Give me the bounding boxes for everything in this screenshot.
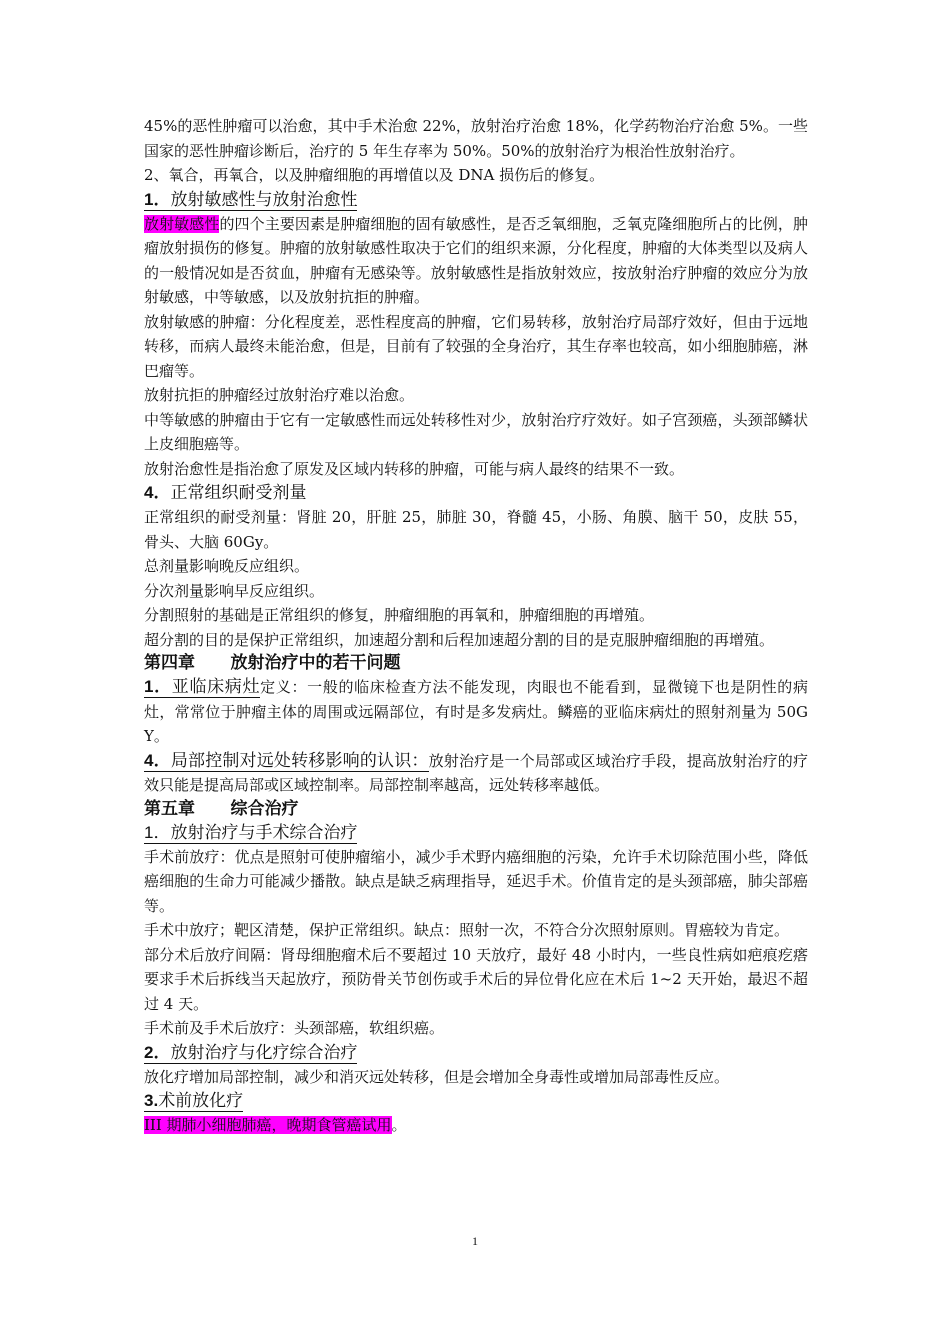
heading-number: 1．	[144, 189, 171, 209]
paragraph-total-dose: 总剂量影响晚反应组织。	[144, 557, 310, 575]
page-number: 1	[472, 1234, 478, 1248]
heading-text: 放射治疗与化疗综合治疗	[170, 1042, 358, 1063]
heading-text: 亚临床病灶	[171, 677, 261, 697]
paragraph-curability: 放射治愈性是指治愈了原发及区域内转移的肿瘤，可能与病人最终的结果不一致。	[144, 459, 685, 478]
highlighted-term: 放射敏感性	[144, 214, 220, 233]
paragraph-subclinical	[144, 675, 808, 749]
paragraph-preoperative: 手术前放疗：优点是照射可使肿瘤缩小，减少手术野内癌细胞的污染，允许手术切除范围小些，降低癌细胞的生命力可能减少播散。缺点是缺乏病理指导，延迟手术。价值肯定的是头颈部癌，肺尖部癌等。	[144, 847, 808, 915]
highlighted-text: III 期肺小细胞肺癌，晚期食管癌试用	[144, 1116, 392, 1134]
paragraph-text: 。	[391, 1116, 407, 1134]
paragraph-text: 放射治疗是一个局部或区域治疗手段，提高放射治疗的疗效只能是提高局部或区域控制率。局部控制率越高，远处转移率越低。	[144, 751, 808, 794]
heading-text: 放射治疗与手术综合治疗	[170, 822, 358, 843]
heading-surgery-combined	[144, 821, 808, 845]
paragraph-indications	[144, 1113, 808, 1138]
heading-number: 4．	[144, 750, 171, 770]
paragraph-fractionation-basis: 分割照射的基础是正常组织的修复，肿瘤细胞的再氧和，肿瘤细胞的再增殖。	[144, 606, 655, 624]
heading-number: 1．	[144, 822, 171, 842]
paragraph-sensitivity-factors	[144, 212, 808, 310]
chapter-four-title: 第四章 放射治疗中的若干问题	[144, 653, 401, 673]
heading-text: 局部控制对远处转移影响的认识：	[170, 750, 429, 771]
paragraph-tolerance-values: 正常组织的耐受剂量：肾脏 20，肝脏 25，肺脏 30，脊髓 45，小肠、角膜、脑干 50，皮肤 55，骨头、大脑 60Gy。	[144, 508, 808, 551]
heading-radiosensitivity	[144, 188, 808, 212]
paragraph-text: 的四个主要因素是肿瘤细胞的固有敏感性，是否乏氧细胞，乏氧克隆细胞所占的比例，肿瘤放射损伤的修复。肿瘤的放射敏感性取决于它们的组织来源，分化程度，肿瘤的大体类型以及病人的一般情况如是否贫血，肿瘤有无感染等。放射敏感性是指放射效应，按放射治疗肿瘤的效应分为放射敏感，中等敏感，以及放射抗拒的肿瘤。	[144, 214, 808, 306]
heading-tolerance-dose	[144, 481, 808, 505]
paragraph-pre-and-post: 手术前及手术后放疗：头颈部癌，软组织癌。	[144, 1019, 445, 1037]
chapter-five-title: 第五章 综合治疗	[144, 798, 299, 819]
heading-number: 1．	[144, 677, 172, 696]
heading-preop-chemoradiation	[144, 1089, 808, 1113]
paragraph-hyperfractionation: 超分割的目的是保护正常组织，加速超分割和后程加速超分割的目的是克服肿瘤细胞的再增殖。	[144, 630, 775, 649]
paragraph-cure-rates: 45%的恶性肿瘤可以治愈，其中手术治愈 22%，放射治疗治愈 18%，化学药物治疗治愈 5%。一些国家的恶性肿瘤诊断后，治疗的 5 年生存率为 50%。50%的放射治疗为根治性放射治疗。	[144, 117, 808, 160]
heading-number: 2．	[144, 1042, 171, 1062]
paragraph-sensitive-tumors: 放射敏感的肿瘤：分化程度差，恶性程度高的肿瘤，它们易转移，放射治疗局部疗效好，但由于远地转移，而病人最终未能治愈，但是，目前有了较强的全身治疗，其生存率也较高，如小细胞肺癌，淋巴瘤等。	[144, 312, 808, 380]
heading-text: 正常组织耐受剂量	[170, 483, 307, 503]
heading-text: 术前放化疗	[158, 1091, 244, 1111]
paragraph-resistant-tumors: 放射抗拒的肿瘤经过放射治疗难以治愈。	[144, 386, 415, 404]
paragraph-fraction-dose: 分次剂量影响早反应组织。	[144, 581, 325, 600]
page-body	[144, 114, 808, 1138]
paragraph-text: 定义：一般的临床检查方法不能发现，肉眼也不能看到，显微镜下也是阴性的病灶，常常位于肿瘤主体的周围或远隔部位，有时是多发病灶。鳞癌的亚临床病灶的照射剂量为 50GY。	[144, 678, 808, 745]
paragraph-postoperative-interval: 部分术后放疗间隔：肾母细胞瘤术后不要超过 10 天放疗，最好 48 小时内，一些良性病如疤痕疙瘩要求手术后拆线当天起放疗，预防骨关节创伤或手术后的异位骨化应在术后 1~2 天开始，最迟不超过 4 天。	[144, 945, 808, 1013]
heading-number: 4．	[144, 483, 171, 502]
paragraph-intraoperative: 手术中放疗；靶区清楚，保护正常组织。缺点：照射一次，不符合分次照射原则。胃癌较为肯定。	[144, 921, 790, 939]
paragraph-moderate-tumors: 中等敏感的肿瘤由于它有一定敏感性而远处转移性对少，放射治疗疗效好。如子宫颈癌，头颈部鳞状上皮细胞癌等。	[144, 410, 808, 453]
paragraph-chemoradiation: 放化疗增加局部控制，减少和消灭远处转移，但是会增加全身毒性或增加局部毒性反应。	[144, 1067, 730, 1086]
paragraph-local-control	[144, 749, 808, 798]
paragraph-oxygenation: 2、氧合，再氧合，以及肿瘤细胞的再增值以及 DNA 损伤后的修复。	[144, 166, 605, 184]
heading-chemo-combined	[144, 1041, 808, 1065]
heading-text: 放射敏感性与放射治愈性	[170, 189, 358, 210]
heading-number: 3.	[144, 1091, 159, 1110]
